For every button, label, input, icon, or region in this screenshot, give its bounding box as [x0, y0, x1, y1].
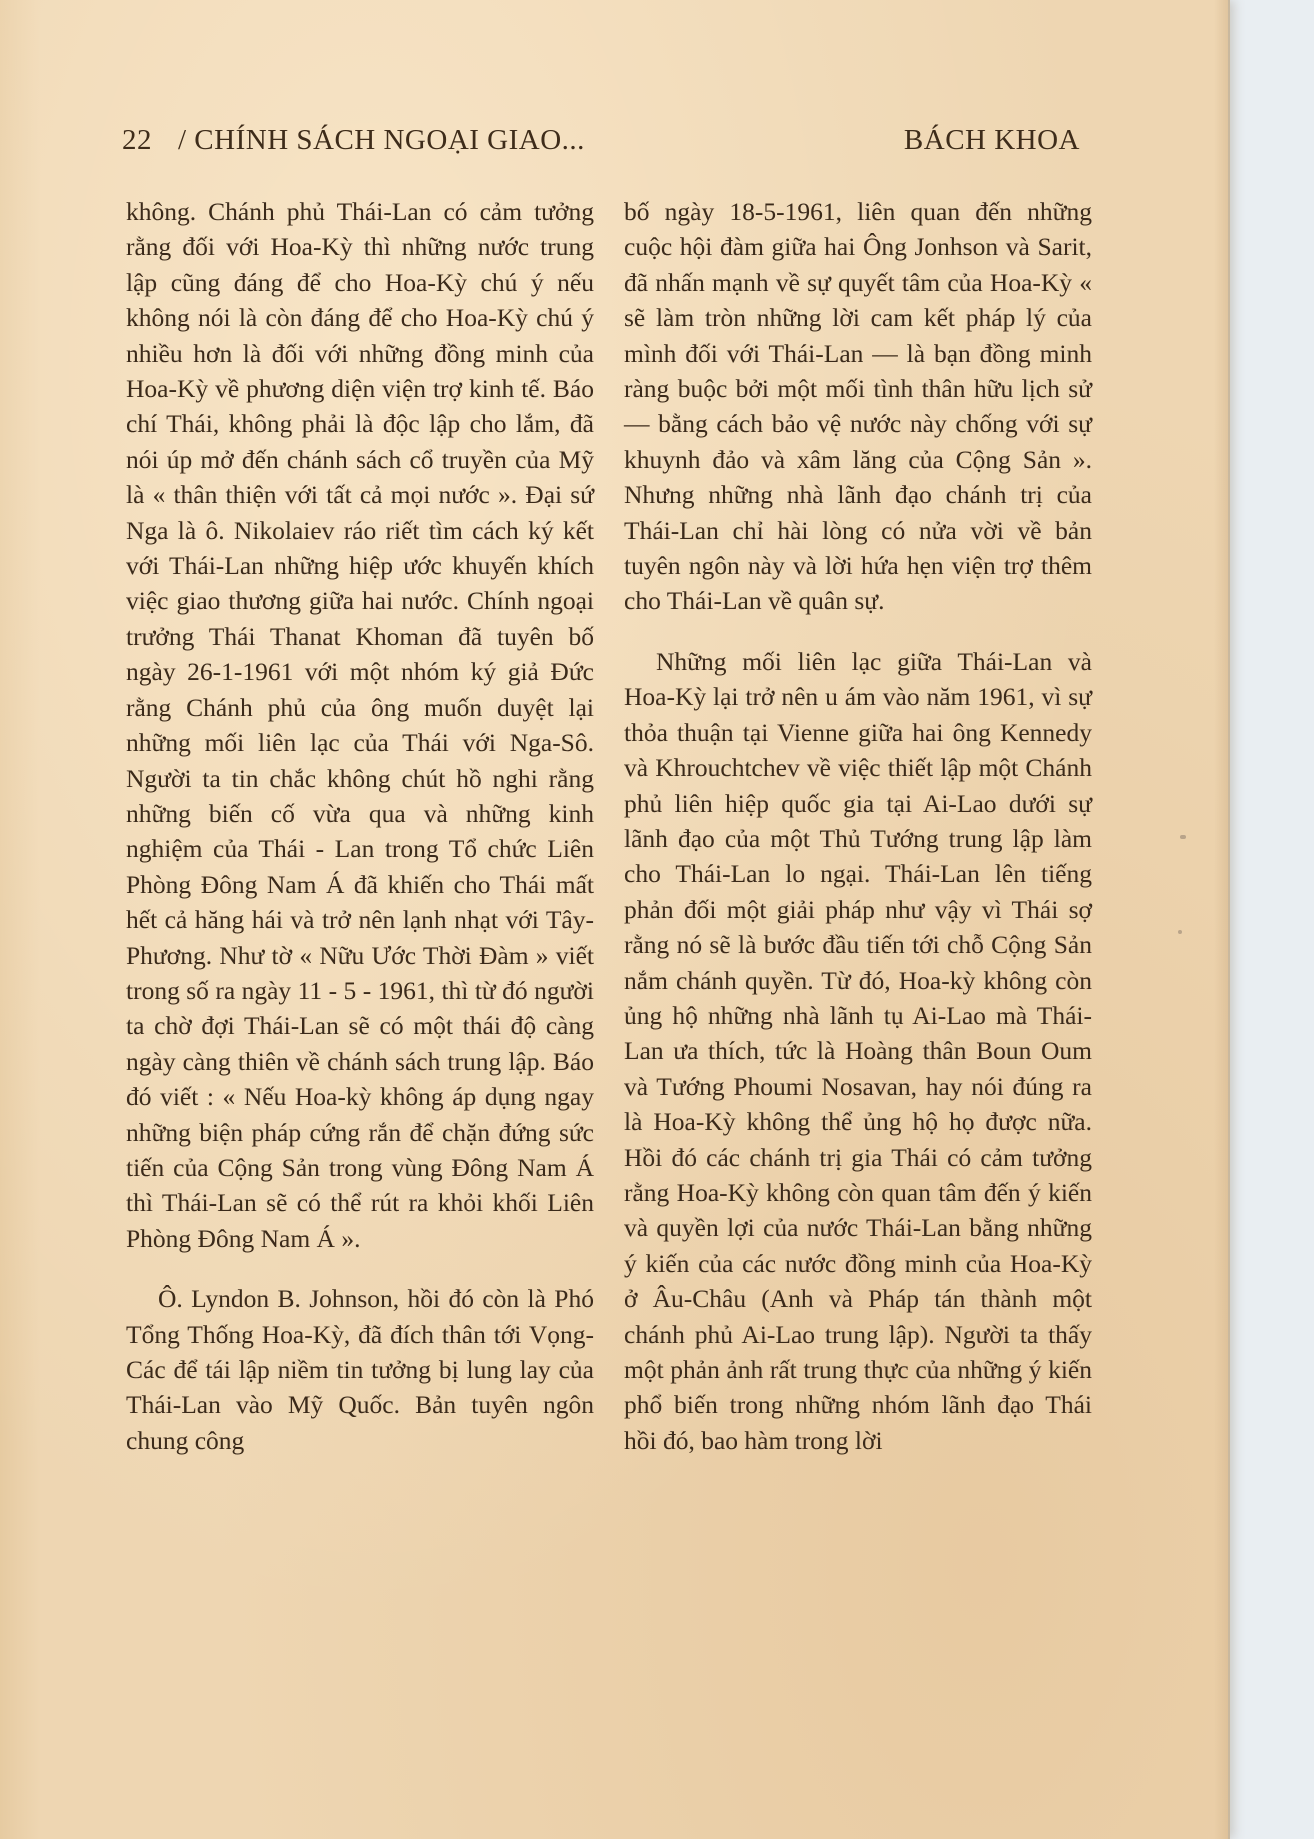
paragraph: Ô. Lyndon B. Johnson, hồi đó còn là Phó Tổng Thống Hoa-Kỳ, đã đích thân tới Vọng-Các để tái lập niềm tin tưởng bị lung lay của Thái-Lan vào Mỹ Quốc. Bản tuyên ngôn chung công: [126, 1284, 594, 1455]
article-title: / CHÍNH SÁCH NGOẠI GIAO...: [178, 124, 585, 156]
paragraph: không. Chánh phủ Thái-Lan có cảm tưởng rằng đối với Hoa-Kỳ thì những nước trung lập cũng đáng để cho Hoa-Kỳ chú ý nếu không nói là còn đáng để cho Hoa-Kỳ chú ý nhiều hơn là đối với những đồng minh của Hoa-Kỳ về phương diện viện trợ kinh tế. Báo chí Thái, không phải là độc lập cho lắm, đã nói úp mở đến chánh sách cổ truyền của Mỹ là « thân thiện với tất cả mọi nước ». Đại sứ Nga là ô. Nikolaiev ráo riết tìm cách ký kết với Thái-Lan những hiệp ước khuyến khích việc giao thương giữa hai nước. Chính ngoại trưởng Thái Thanat Khoman đã tuyên bố ngày 26-1-1961 với một nhóm ký giả Đức rằng Chánh phủ của ông muốn duyệt lại những mối liên lạc của Thái với Nga-Sô. Người ta tin chắc không chút hồ nghi rằng những biến cố vừa qua và những kinh nghiệm của Thái - Lan trong Tổ chức Liên Phòng Đông Nam Á đã khiến cho Thái mất hết cả hăng hái và trở nên lạnh nhạt với Tây-Phương. Như tờ « Nữu Ước Thời Đàm » viết trong số ra ngày 11 - 5 - 1961, thì từ đó người ta chờ đợi Thái-Lan sẽ có một thái độ càng ngày càng thiên về chánh sách trung lập. Báo đó viết : « Nếu Hoa-kỳ không áp dụng ngay những biện pháp cứng rắn để chặn đứng sức tiến của Cộng Sản trong vùng Đông Nam Á thì Thái-Lan sẽ có thể rút ra khỏi khối Liên Phòng Đông Nam Á ».: [126, 197, 594, 1253]
paper-speck: [1178, 930, 1182, 934]
magazine-name: BÁCH KHOA: [903, 124, 1080, 156]
page-number: 22: [122, 124, 152, 156]
running-header: [122, 124, 1080, 166]
paper-speck: [1180, 835, 1186, 839]
paragraph: Những mối liên lạc giữa Thái-Lan và Hoa-Kỳ lại trở nên u ám vào năm 1961, vì sự thỏa thuận tại Vienne giữa hai ông Kennedy và Khrouchtchev về việc thiết lập một Chánh phủ liên hiệp quốc gia tại Ai-Lao dưới sự lãnh đạo của một Thủ Tướng trung lập làm cho Thái-Lan lo ngại. Thái-Lan lên tiếng phản đối một giải pháp như vậy vì Thái sợ rằng nó sẽ là bước đầu tiến tới chỗ Cộng Sản nắm chánh quyền. Từ đó, Hoa-kỳ không còn ủng hộ những nhà lãnh tụ Ai-Lao mà Thái-Lan ưa thích, tức là Hoàng thân Boun Oum và Tướng Phoumi Nosavan, hay nói đúng ra là Hoa-Kỳ không thể ủng hộ họ được nữa. Hồi đó các chánh trị gia Thái có cảm tưởng rằng Hoa-Kỳ không còn quan tâm đến ý kiến và quyền lợi của nước Thái-Lan bằng những ý kiến của các nước đồng minh của Hoa-Kỳ ở Âu-Châu (Anh và Pháp tán thành một chánh phủ Ai-Lao trung lập). Người ta thấy một phản ảnh rất trung thực của những ý kiến phổ biến trong những nhóm lãnh đạo Thái hồi đó, bao hàm trong lời: [624, 646, 1092, 1455]
left-column: [126, 194, 594, 1458]
right-column: [624, 194, 1092, 1458]
page-edge-shadow: [1214, 0, 1228, 1839]
paragraph: bố ngày 18-5-1961, liên quan đến những cuộc hội đàm giữa hai Ông Jonhson và Sarit, đã nhấn mạnh về sự quyết tâm của Hoa-Kỳ « sẽ làm tròn những lời cam kết pháp lý của mình đối với Thái-Lan — là bạn đồng minh ràng buộc bởi một mối tình thân hữu lịch sử — bằng cách bảo vệ nước này chống với sự khuynh đảo và xâm lăng của Cộng Sản ». Nhưng những nhà lãnh đạo chánh trị của Thái-Lan chỉ hài lòng có nửa vời về bản tuyên ngôn này và lời hứa hẹn viện trợ thêm cho Thái-Lan về quân sự.: [624, 197, 1092, 616]
